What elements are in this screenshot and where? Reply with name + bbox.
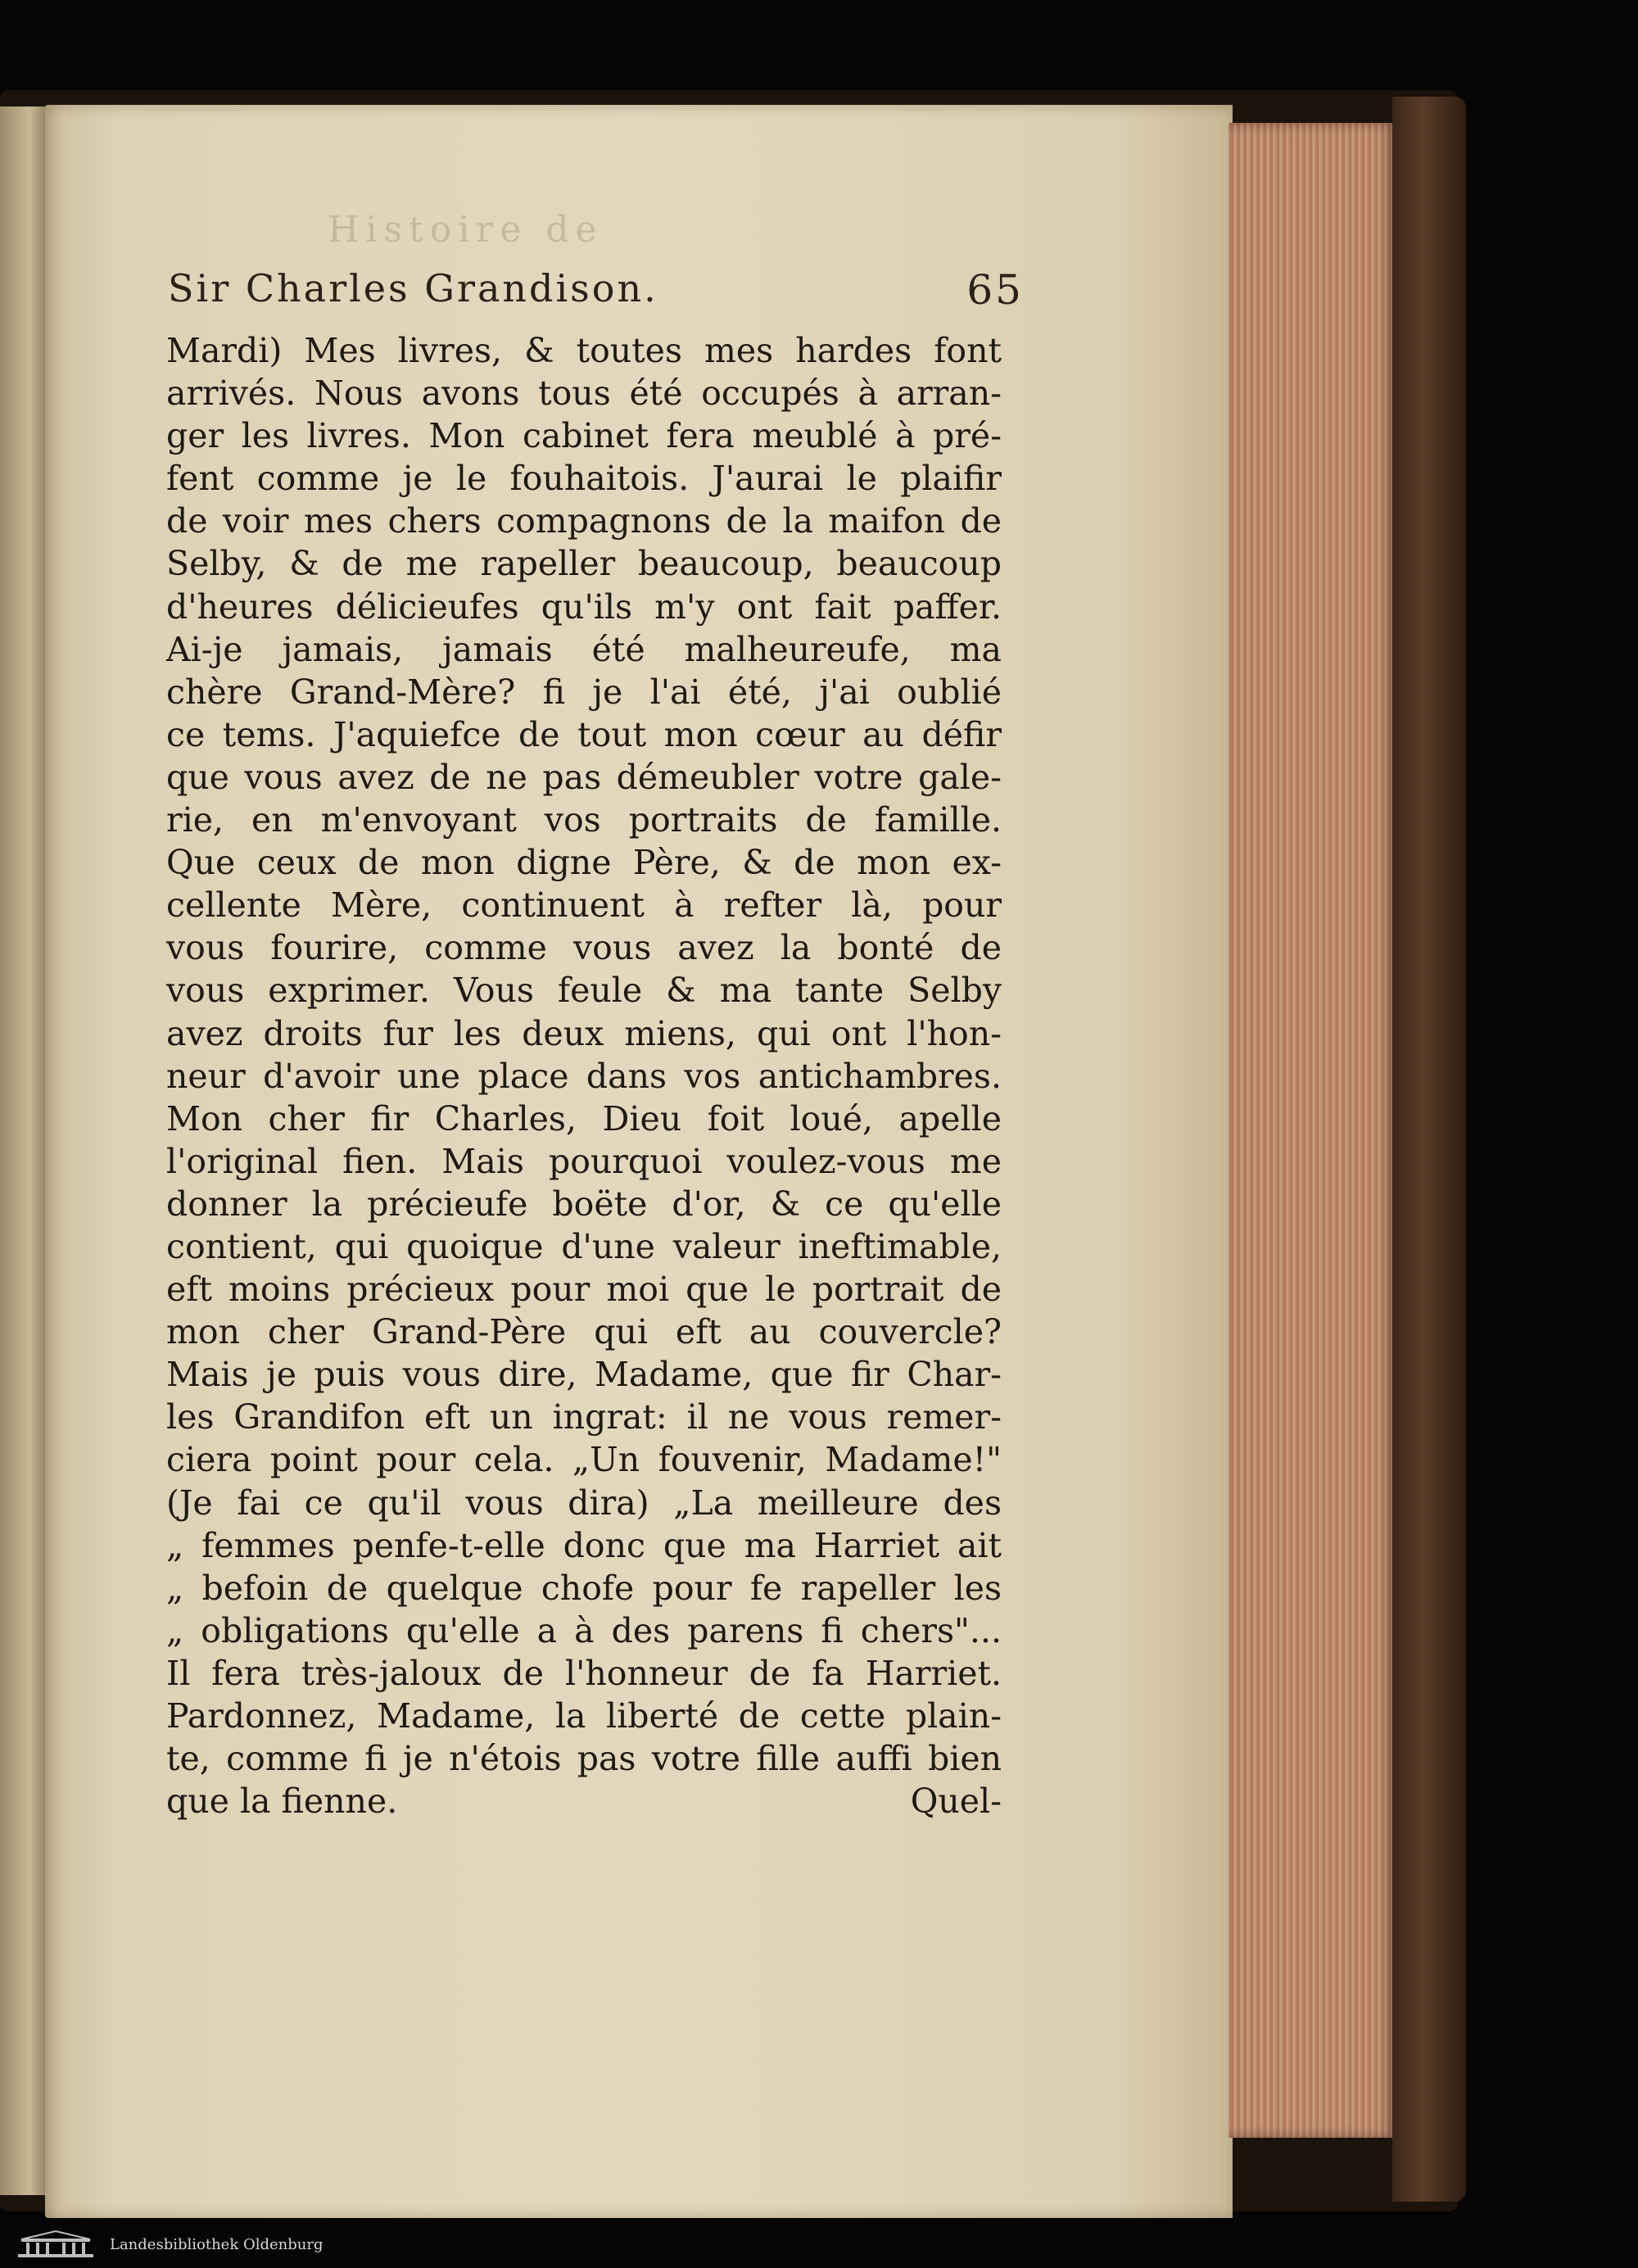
text-line <box>166 1396 1002 1438</box>
text-line-content: „ femmes penfe-t-elle donc que ma Harriet ait <box>166 1525 1002 1565</box>
text-line-content: Mais je puis vous dire, Madame, que fir Char- <box>166 1355 1002 1395</box>
text-line <box>166 1268 1002 1311</box>
text-line-content: donner la précieufe boëte d'or, & ce qu'elle <box>166 1184 1002 1224</box>
text-line-content: ciera point pour cela. „Un fouvenir, Madame!" <box>166 1440 1002 1480</box>
running-header <box>168 266 1024 324</box>
text-line <box>166 500 1002 542</box>
text-line <box>166 713 1002 756</box>
page-number: 65 <box>966 266 1024 314</box>
text-line-content: avez droits fur les deux miens, qui ont l'hon- <box>166 1013 1002 1053</box>
text-line-content: (Je fai ce qu'il vous dira) „La meilleure des <box>166 1483 1002 1523</box>
text-line <box>166 1737 1002 1780</box>
text-line <box>166 969 1002 1012</box>
text-line-content: Pardonnez, Madame, la liberté de cette plain- <box>166 1696 1002 1736</box>
body-text <box>166 329 1002 1822</box>
text-line-content: mon cher Grand-Père qui eft au couvercle? <box>166 1312 1002 1352</box>
text-line-content: chère Grand-Mère? fi je l'ai été, j'ai oublié <box>166 672 1002 712</box>
text-line-content: te, comme fi je n'étois pas votre fille auffi bien <box>166 1739 1002 1779</box>
text-line <box>166 1524 1002 1567</box>
text-line <box>166 926 1002 969</box>
text-line <box>166 628 1002 671</box>
text-line <box>166 1567 1002 1609</box>
text-line <box>166 1225 1002 1268</box>
text-line-content: Mon cher fir Charles, Dieu foit loué, apelle <box>166 1098 1002 1139</box>
text-line <box>166 1311 1002 1353</box>
text-line <box>166 799 1002 841</box>
text-line-content: fent comme je le fouhaitois. J'aurai le plaifir <box>166 459 1002 499</box>
text-line-content: Il fera très-jaloux de l'honneur de fa Harriet. <box>166 1653 1002 1693</box>
running-title: Sir Charles Grandison. <box>168 266 658 310</box>
show-through-text: Histoire de <box>328 209 604 251</box>
text-line <box>166 329 1002 372</box>
text-line-content: Que ceux de mon digne Père, & de mon ex- <box>166 843 1002 883</box>
library-building-icon <box>16 2230 95 2261</box>
text-line <box>166 671 1002 713</box>
text-line-content: que vous avez de ne pas démeubler votre gale- <box>166 757 1002 797</box>
text-line-content: arrivés. Nous avons tous été occupés à arran- <box>166 373 1002 414</box>
text-line-content: ger les livres. Mon cabinet fera meublé à pré- <box>166 416 1002 456</box>
text-line <box>166 1482 1002 1524</box>
library-name: Landesbibliothek Oldenburg <box>110 2236 324 2253</box>
text-line <box>166 1012 1002 1055</box>
text-line-content: neur d'avoir une place dans vos antichambres. <box>166 1056 1002 1096</box>
text-line-content: vous fourire, comme vous avez la bonté de <box>166 928 1002 968</box>
text-line-content: rie, en m'envoyant vos portraits de famille. <box>166 800 1002 840</box>
text-line <box>166 884 1002 926</box>
text-line-content: Selby, & de me rapeller beaucoup, beaucoup <box>166 544 1002 584</box>
text-line <box>166 1695 1002 1737</box>
text-line-content: d'heures délicieufes qu'ils m'y ont fait paffer. <box>166 586 1002 627</box>
text-line <box>166 1140 1002 1183</box>
text-line <box>166 414 1002 457</box>
text-line <box>166 1353 1002 1396</box>
text-line <box>166 457 1002 500</box>
book-cover <box>1392 97 1466 2202</box>
text-line-content: cellente Mère, continuent à refter là, pour <box>166 885 1002 926</box>
text-line-content: l'original fien. Mais pourquoi voulez-vous me <box>166 1141 1002 1181</box>
text-line <box>166 372 1002 414</box>
text-line-content: vous exprimer. Vous feule & ma tante Selby <box>166 971 1002 1011</box>
text-line-content: eft moins précieux pour moi que le portrait de <box>166 1270 1002 1310</box>
text-line-content: Mardi) Mes livres, & toutes mes hardes font <box>166 331 1002 370</box>
text-line-content: ce tems. J'aquiefce de tout mon cœur au défir <box>166 714 1002 754</box>
text-line-content: „ befoin de quelque chofe pour fe rapeller les <box>166 1568 1002 1608</box>
text-line-content: contient, qui quoique d'une valeur ineftimable, <box>166 1226 1002 1266</box>
text-line <box>166 1609 1002 1652</box>
text-line <box>166 1183 1002 1225</box>
text-line <box>166 542 1002 585</box>
catchword: Quel- <box>910 1781 1002 1822</box>
facing-page-edge <box>0 106 49 2195</box>
text-line <box>166 1780 1002 1822</box>
text-line <box>166 586 1002 628</box>
text-line <box>166 1652 1002 1695</box>
text-line-content: Ai-je jamais, jamais été malheureufe, ma <box>166 629 1002 669</box>
text-line <box>166 1055 1002 1098</box>
text-line-content: que la fienne. <box>166 1781 398 1822</box>
text-line-content: „ obligations qu'elle a à des parens fi chers"... <box>166 1610 1002 1650</box>
text-line <box>166 1098 1002 1140</box>
text-line <box>166 1438 1002 1481</box>
text-line-content: de voir mes chers compagnons de la maifon de <box>166 501 1002 541</box>
text-line <box>166 756 1002 799</box>
text-line <box>166 841 1002 884</box>
page-edges <box>1228 123 1396 2138</box>
text-line-content: les Grandifon eft un ingrat: il ne vous remer- <box>166 1397 1002 1437</box>
